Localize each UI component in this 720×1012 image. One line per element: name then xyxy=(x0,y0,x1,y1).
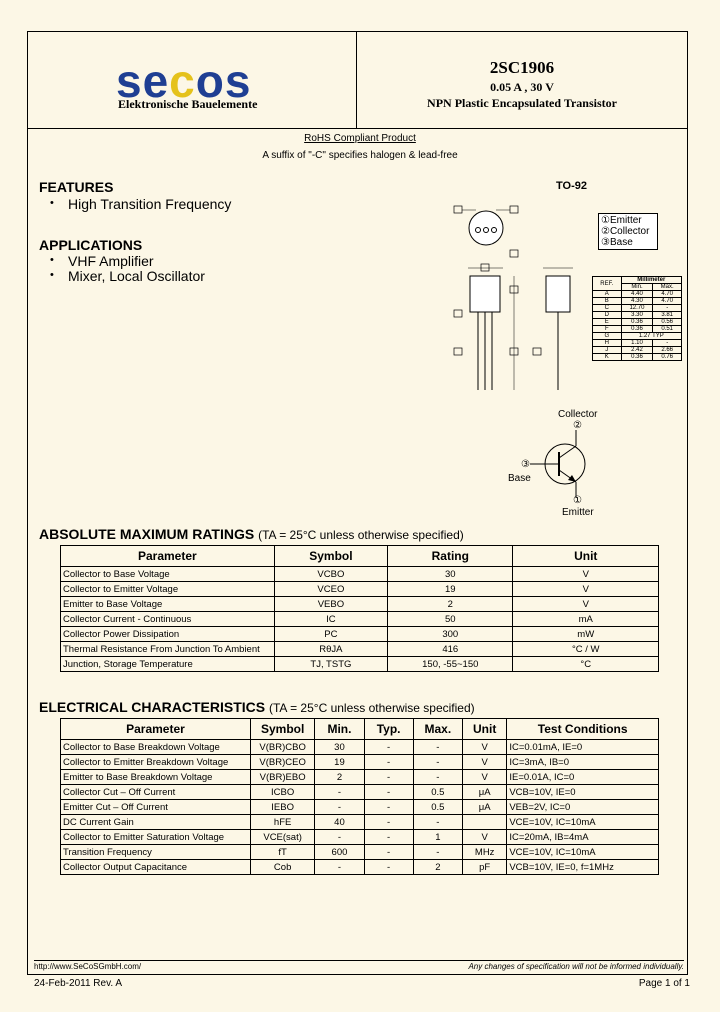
max-cell: - xyxy=(413,770,462,785)
max-cell: - xyxy=(413,845,462,860)
min-cell: 600 xyxy=(315,845,364,860)
dim-row xyxy=(593,347,682,354)
dim-row xyxy=(593,298,682,305)
max-cell: 0.5 xyxy=(413,785,462,800)
unit-cell: °C / W xyxy=(513,642,659,657)
param-cell: Collector to Emitter Saturation Voltage xyxy=(61,830,251,845)
table-row xyxy=(61,830,659,845)
table-row xyxy=(61,755,659,770)
symbol-emitter-label: Emitter xyxy=(562,507,594,518)
dim-ref: K xyxy=(593,354,622,361)
pin-legend xyxy=(598,213,658,250)
unit-cell: V xyxy=(463,770,507,785)
dim-min: 1.10 xyxy=(621,340,653,347)
param-cell: Collector Power Dissipation xyxy=(61,627,275,642)
table-row xyxy=(61,627,659,642)
min-cell: - xyxy=(315,860,364,875)
unit-cell: V xyxy=(463,830,507,845)
symbol-collector-label: Collector xyxy=(558,409,598,420)
dim-row xyxy=(593,319,682,326)
table-row xyxy=(61,582,659,597)
param-cell: Junction, Storage Temperature xyxy=(61,657,275,672)
table-row xyxy=(61,567,659,582)
dim-min: 3.30 xyxy=(621,312,653,319)
dim-value: 1.27 TYP xyxy=(621,333,681,340)
symbol-cell: V(BR)CBO xyxy=(250,740,314,755)
dim-min: 2.42 xyxy=(621,347,653,354)
dim-min: 4.40 xyxy=(621,291,653,298)
table-row xyxy=(61,770,659,785)
symbol-cell: VCE(sat) xyxy=(250,830,314,845)
param-cell: Collector to Emitter Voltage xyxy=(61,582,275,597)
dim-row xyxy=(593,305,682,312)
unit-cell: mA xyxy=(513,612,659,627)
elec-title xyxy=(39,699,475,715)
table-row xyxy=(61,657,659,672)
abs-header-cell: Parameter xyxy=(61,546,275,567)
min-cell: 30 xyxy=(315,740,364,755)
symbol-emitter-pin: ① xyxy=(573,495,582,506)
unit-cell: V xyxy=(463,740,507,755)
typ-cell: - xyxy=(364,785,413,800)
param-cell: Collector Cut – Off Current xyxy=(61,785,251,800)
table-row xyxy=(61,860,659,875)
dim-min: 0.36 xyxy=(621,319,653,326)
unit-cell: pF xyxy=(463,860,507,875)
rating-cell: 150, -55~150 xyxy=(388,657,513,672)
logo-subtitle: Elektronische Bauelemente xyxy=(118,97,258,111)
table-row xyxy=(61,740,659,755)
param-cell: Collector Current - Continuous xyxy=(61,612,275,627)
dim-row xyxy=(593,354,682,361)
unit-cell: V xyxy=(513,582,659,597)
symbol-cell: hFE xyxy=(250,815,314,830)
symbol-cell: IC xyxy=(274,612,387,627)
param-cell: Collector Output Capacitance xyxy=(61,860,251,875)
symbol-cell: VCBO xyxy=(274,567,387,582)
condition-cell: VCB=10V, IE=0, f=1MHz xyxy=(507,860,659,875)
feature-item: • High Transition Frequency xyxy=(68,196,231,212)
param-cell: Collector to Base Breakdown Voltage xyxy=(61,740,251,755)
dim-max: - xyxy=(653,305,682,312)
symbol-collector-pin: ② xyxy=(573,420,582,431)
dim-max: 3.81 xyxy=(653,312,682,319)
table-row xyxy=(61,815,659,830)
application-item: • Mixer, Local Oscillator xyxy=(68,268,205,284)
param-cell: Collector to Emitter Breakdown Voltage xyxy=(61,755,251,770)
dim-max: 2.66 xyxy=(653,347,682,354)
dim-min: 4.30 xyxy=(621,298,653,305)
part-description: NPN Plastic Encapsulated Transistor xyxy=(427,96,617,110)
elec-condition: (TA = 25°C unless otherwise specified) xyxy=(268,701,475,715)
dim-row xyxy=(593,340,682,347)
dim-max: 4.70 xyxy=(653,291,682,298)
part-number: 2SC1906 xyxy=(489,58,555,77)
application-item: • VHF Amplifier xyxy=(68,253,154,269)
table-row xyxy=(61,597,659,612)
condition-cell: VEB=2V, IC=0 xyxy=(507,800,659,815)
dim-min: 12.70 xyxy=(621,305,653,312)
abs-header-cell: Rating xyxy=(388,546,513,567)
features-title: FEATURES xyxy=(39,179,114,195)
package-outline-drawing xyxy=(448,200,588,400)
pin-legend-item: ③Base xyxy=(601,237,633,248)
footer-page: Page 1 of 1 xyxy=(638,978,690,989)
dim-header-unit: Millimeter xyxy=(621,277,681,284)
condition-cell: IE=0.01A, IC=0 xyxy=(507,770,659,785)
elec-heading: ELECTRICAL CHARACTERISTICS xyxy=(39,699,266,715)
suffix-notice: A suffix of "-C" specifies halogen & lead-free xyxy=(262,150,458,161)
dim-ref: F xyxy=(593,326,622,333)
param-cell: DC Current Gain xyxy=(61,815,251,830)
elec-header-cell: Unit xyxy=(463,719,507,740)
max-cell: - xyxy=(413,815,462,830)
max-cell: 0.5 xyxy=(413,800,462,815)
min-cell: - xyxy=(315,830,364,845)
rating-cell: 50 xyxy=(388,612,513,627)
abs-header-cell: Unit xyxy=(513,546,659,567)
param-cell: Emitter Cut – Off Current xyxy=(61,800,251,815)
symbol-cell: RθJA xyxy=(274,642,387,657)
symbol-cell: PC xyxy=(274,627,387,642)
min-cell: 40 xyxy=(315,815,364,830)
abs-header-cell: Symbol xyxy=(274,546,387,567)
unit-cell: MHz xyxy=(463,845,507,860)
dim-row xyxy=(593,326,682,333)
dim-min: 0.36 xyxy=(621,354,653,361)
max-cell: - xyxy=(413,740,462,755)
param-cell: Thermal Resistance From Junction To Ambient xyxy=(61,642,275,657)
typ-cell: - xyxy=(364,770,413,785)
rating-cell: 416 xyxy=(388,642,513,657)
dim-row xyxy=(593,291,682,298)
abs-max-table xyxy=(60,545,659,672)
dim-max: 0.56 xyxy=(653,319,682,326)
package-name: TO-92 xyxy=(556,180,587,192)
rating-cell: 30 xyxy=(388,567,513,582)
dim-ref: E xyxy=(593,319,622,326)
symbol-cell: V(BR)CEO xyxy=(250,755,314,770)
condition-cell: IC=20mA, IB=4mA xyxy=(507,830,659,845)
unit-cell: V xyxy=(513,597,659,612)
max-cell: 1 xyxy=(413,830,462,845)
typ-cell: - xyxy=(364,815,413,830)
condition-cell: VCE=10V, IC=10mA xyxy=(507,815,659,830)
dim-ref: B xyxy=(593,298,622,305)
part-rating: 0.05 A , 30 V xyxy=(490,80,554,94)
param-cell: Emitter to Base Voltage xyxy=(61,597,275,612)
table-row xyxy=(61,785,659,800)
dim-row xyxy=(593,333,682,340)
footer-disclaimer: Any changes of specification will not be informed individually. xyxy=(468,962,684,971)
abs-max-condition: (TA = 25°C unless otherwise specified) xyxy=(258,528,464,542)
abs-max-title xyxy=(39,526,464,542)
max-cell: - xyxy=(413,755,462,770)
dimension-table xyxy=(592,276,682,361)
dim-max: - xyxy=(653,340,682,347)
param-cell: Emitter to Base Breakdown Voltage xyxy=(61,770,251,785)
symbol-cell: ICBO xyxy=(250,785,314,800)
typ-cell: - xyxy=(364,755,413,770)
min-cell: - xyxy=(315,800,364,815)
min-cell: - xyxy=(315,785,364,800)
rating-cell: 19 xyxy=(388,582,513,597)
table-row xyxy=(61,800,659,815)
elec-header-cell: Test Conditions xyxy=(507,719,659,740)
header xyxy=(27,31,688,129)
symbol-cell: VCEO xyxy=(274,582,387,597)
rating-cell: 2 xyxy=(388,597,513,612)
symbol-cell: TJ, TSTG xyxy=(274,657,387,672)
condition-cell: VCB=10V, IE=0 xyxy=(507,785,659,800)
dim-row xyxy=(593,312,682,319)
min-cell: 2 xyxy=(315,770,364,785)
dim-max: 0.76 xyxy=(653,354,682,361)
unit-cell: μA xyxy=(463,800,507,815)
typ-cell: - xyxy=(364,800,413,815)
table-row xyxy=(61,845,659,860)
dim-header-min: Min. xyxy=(621,284,653,291)
footer-date-rev: 24-Feb-2011 Rev. A xyxy=(34,978,123,989)
symbol-cell: IEBO xyxy=(250,800,314,815)
applications-title: APPLICATIONS xyxy=(39,237,143,253)
pin-legend-item: ②Collector xyxy=(601,226,650,237)
max-cell: 2 xyxy=(413,860,462,875)
rohs-notice: RoHS Compliant Product xyxy=(304,133,416,144)
dim-header-ref: REF. xyxy=(593,277,622,291)
dim-ref: C xyxy=(593,305,622,312)
pin-legend-item: ①Emitter xyxy=(601,215,642,226)
dim-min: 0.36 xyxy=(621,326,653,333)
typ-cell: - xyxy=(364,860,413,875)
unit-cell xyxy=(463,815,507,830)
typ-cell: - xyxy=(364,845,413,860)
dim-ref: D xyxy=(593,312,622,319)
symbol-cell: fT xyxy=(250,845,314,860)
param-cell: Collector to Base Voltage xyxy=(61,567,275,582)
condition-cell: VCE=10V, IC=10mA xyxy=(507,845,659,860)
footer-url[interactable]: http://www.SeCoSGmbH.com/ xyxy=(34,962,142,971)
typ-cell: - xyxy=(364,740,413,755)
table-row xyxy=(61,642,659,657)
unit-cell: V xyxy=(513,567,659,582)
unit-cell: V xyxy=(463,755,507,770)
symbol-cell: VEBO xyxy=(274,597,387,612)
condition-cell: IC=3mA, IB=0 xyxy=(507,755,659,770)
symbol-cell: V(BR)EBO xyxy=(250,770,314,785)
elec-header-cell: Typ. xyxy=(364,719,413,740)
dim-ref: J xyxy=(593,347,622,354)
symbol-cell: Cob xyxy=(250,860,314,875)
condition-cell: IC=0.01mA, IE=0 xyxy=(507,740,659,755)
min-cell: 19 xyxy=(315,755,364,770)
elec-header-cell: Max. xyxy=(413,719,462,740)
title-block xyxy=(357,32,687,128)
logo-block xyxy=(28,32,357,128)
abs-max-heading: ABSOLUTE MAXIMUM RATINGS xyxy=(39,526,255,542)
symbol-base-label: Base xyxy=(508,473,531,484)
dim-header-max: Max. xyxy=(653,284,682,291)
typ-cell: - xyxy=(364,830,413,845)
company-logo: secos xyxy=(116,55,252,107)
unit-cell: °C xyxy=(513,657,659,672)
dim-ref: G xyxy=(593,333,622,340)
rating-cell: 300 xyxy=(388,627,513,642)
elec-header-cell: Parameter xyxy=(61,719,251,740)
npn-transistor-symbol xyxy=(530,430,590,500)
dim-ref: A xyxy=(593,291,622,298)
unit-cell: mW xyxy=(513,627,659,642)
elec-header-cell: Symbol xyxy=(250,719,314,740)
dim-max: 4.70 xyxy=(653,298,682,305)
dim-max: 0.51 xyxy=(653,326,682,333)
elec-table xyxy=(60,718,659,875)
dim-ref: H xyxy=(593,340,622,347)
elec-header-cell: Min. xyxy=(315,719,364,740)
table-row xyxy=(61,612,659,627)
unit-cell: μA xyxy=(463,785,507,800)
symbol-base-pin: ③ xyxy=(521,459,530,470)
footer-rule xyxy=(34,960,684,961)
param-cell: Transition Frequency xyxy=(61,845,251,860)
